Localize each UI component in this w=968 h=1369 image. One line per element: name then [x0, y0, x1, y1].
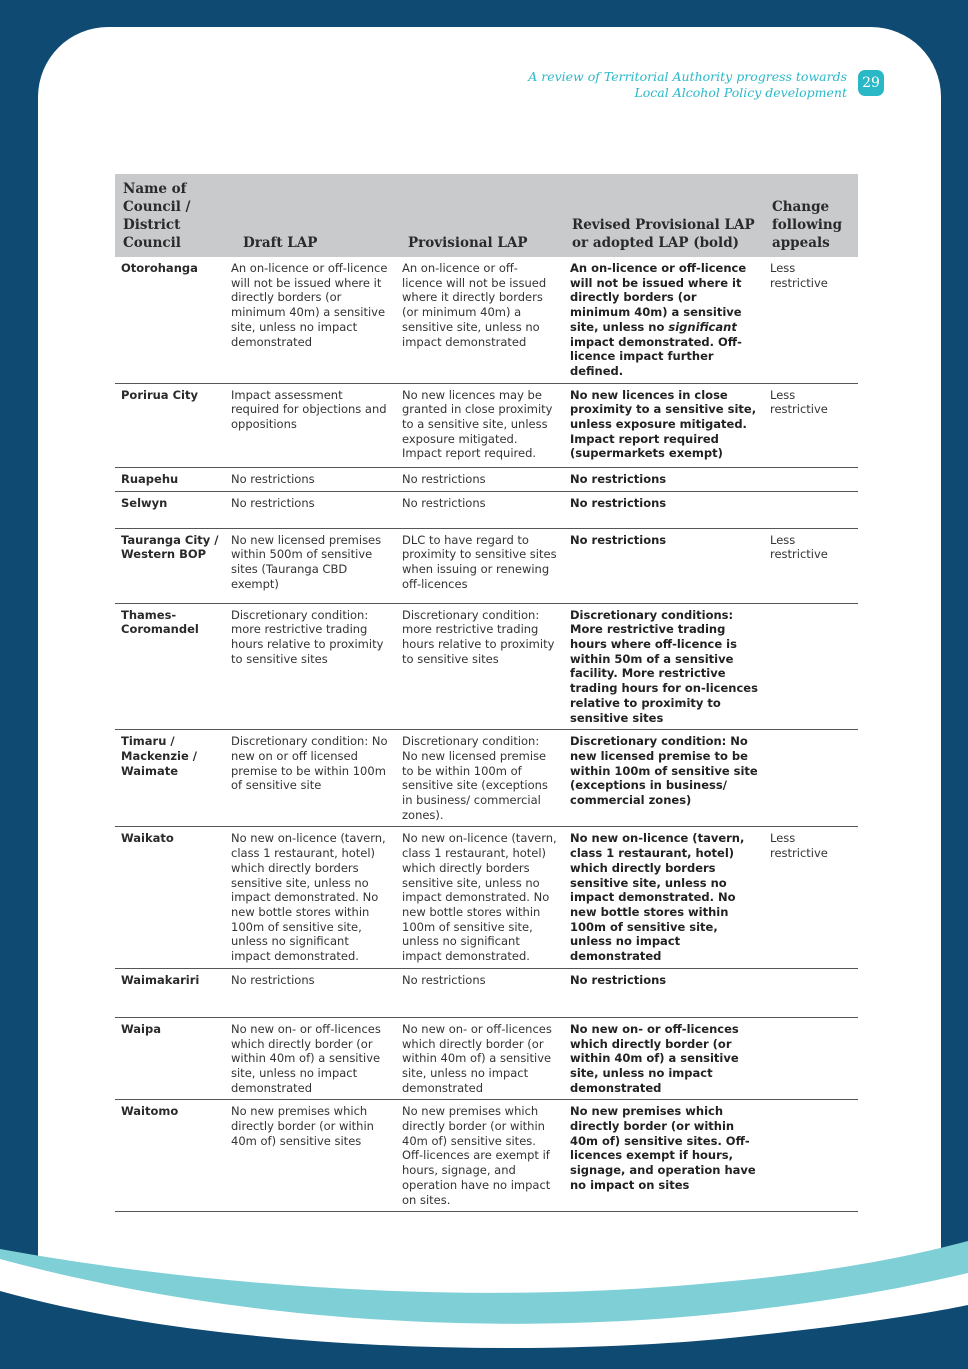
draft-lap-cell: Impact assessment required for objections and oppositions	[225, 383, 396, 467]
table-header-row	[115, 174, 858, 257]
column-header-revised: Revised Provisional LAP or adopted LAP (bold)	[564, 174, 764, 257]
council-name: Waipa	[115, 1017, 225, 1100]
change-cell	[764, 467, 858, 491]
revised-lap-cell: No new on-licence (tavern, class 1 restaurant, hotel) which directly borders sensitive site, unless no impact demonstrated. No new bottle stores within 100m of sensitive site, unless no impact demonstrated	[564, 827, 764, 968]
table-row	[115, 1017, 858, 1100]
table-row	[115, 603, 858, 730]
draft-lap-cell: No new on- or off-licences which directly border (or within 40m of) a sensitive site, unless no impact demonstrated	[225, 1017, 396, 1100]
revised-lap-cell: No new licences in close proximity to a sensitive site, unless exposure mitigated. Impact report required (supermarkets exempt)	[564, 383, 764, 467]
decorative-waves	[0, 1229, 968, 1369]
table-row	[115, 383, 858, 467]
change-cell: Less restrictive	[764, 528, 858, 603]
column-header-provisional: Provisional LAP	[396, 174, 564, 257]
table-row	[115, 827, 858, 968]
council-name: Waikato	[115, 827, 225, 968]
council-name: Otorohanga	[115, 257, 225, 383]
provisional-lap-cell: DLC to have regard to proximity to sensitive sites when issuing or renewing off-licences	[396, 528, 564, 603]
table-row	[115, 491, 858, 528]
draft-lap-cell: No restrictions	[225, 467, 396, 491]
revised-lap-cell: Discretionary conditions: More restrictive trading hours where off-licence is within 50m of a sensitive facility. More restrictive trading hours for on-licences relative to proximity to sensitive sites	[564, 603, 764, 730]
provisional-lap-cell: No restrictions	[396, 968, 564, 1017]
council-name: Thames-Coromandel	[115, 603, 225, 730]
table-row	[115, 467, 858, 491]
draft-lap-cell: No restrictions	[225, 968, 396, 1017]
revised-text-part: impact demonstrated. Off-licence impact further defined.	[570, 334, 742, 378]
table-row	[115, 730, 858, 827]
table-row	[115, 968, 858, 1017]
revised-lap-cell: Discretionary condition: No new licensed premise to be within 100m of sensitive site (exceptions in business/ commercial zones)	[564, 730, 764, 827]
provisional-lap-cell: No new on-licence (tavern, class 1 restaurant, hotel) which directly borders sensitive site, unless no impact demonstrated. No new bottle stores within 100m of sensitive site, unless no significant impact demonstrated.	[396, 827, 564, 968]
revised-lap-cell	[564, 257, 764, 383]
council-name: Porirua City	[115, 383, 225, 467]
change-cell	[764, 1100, 858, 1212]
change-cell	[764, 968, 858, 1017]
provisional-lap-cell: Discretionary condition: more restrictive trading hours relative to proximity to sensitive sites	[396, 603, 564, 730]
lap-comparison-table	[115, 174, 858, 1212]
header-line-2: Local Alcohol Policy development	[634, 84, 847, 100]
revised-lap-cell: No restrictions	[564, 968, 764, 1017]
draft-lap-cell: No new on-licence (tavern, class 1 restaurant, hotel) which directly borders sensitive site, unless no impact demonstrated. No new bottle stores within 100m of sensitive site, unless no significant impact demonstrated.	[225, 827, 396, 968]
page-number-badge: 29	[858, 70, 884, 96]
table-row	[115, 528, 858, 603]
change-cell	[764, 730, 858, 827]
council-name: Selwyn	[115, 491, 225, 528]
draft-lap-cell: Discretionary condition: No new on or off licensed premise to be within 100m of sensitive site	[225, 730, 396, 827]
provisional-lap-cell: No restrictions	[396, 467, 564, 491]
column-header-draft: Draft LAP	[225, 174, 396, 257]
column-header-council: Name of Council / District Council	[115, 174, 225, 257]
provisional-lap-cell: No new premises which directly border (or within 40m of) sensitive sites. Off-licences are exempt if hours, signage, and operation have no impact on sites.	[396, 1100, 564, 1212]
revised-lap-cell: No restrictions	[564, 491, 764, 528]
change-cell	[764, 1017, 858, 1100]
provisional-lap-cell: Discretionary condition: No new licensed premise to be within 100m of sensitive site (exceptions in business/ commercial zones).	[396, 730, 564, 827]
change-cell: Less restrictive	[764, 257, 858, 383]
change-cell: Less restrictive	[764, 827, 858, 968]
council-name: Timaru / Mackenzie / Waimate	[115, 730, 225, 827]
provisional-lap-cell: No new on- or off-licences which directly border (or within 40m of) a sensitive site, unless no impact demonstrated	[396, 1017, 564, 1100]
header-line-1: A review of Territorial Authority progress towards	[528, 69, 847, 84]
council-name: Waitomo	[115, 1100, 225, 1212]
table-row	[115, 1100, 858, 1212]
provisional-lap-cell: No restrictions	[396, 491, 564, 528]
draft-lap-cell: No new premises which directly border (or within 40m of) sensitive sites	[225, 1100, 396, 1212]
revised-lap-cell: No restrictions	[564, 528, 764, 603]
draft-lap-cell: Discretionary condition: more restrictive trading hours relative to proximity to sensitive sites	[225, 603, 396, 730]
revised-lap-cell: No new on- or off-licences which directly border (or within 40m of) a sensitive site, unless no impact demonstrated	[564, 1017, 764, 1100]
table-row	[115, 257, 858, 383]
change-cell	[764, 603, 858, 730]
running-header	[528, 69, 847, 100]
draft-lap-cell: No new licensed premises within 500m of sensitive sites (Tauranga CBD exempt)	[225, 528, 396, 603]
change-cell	[764, 491, 858, 528]
revised-text-part: An on-licence or off-licence will not be issued where it directly borders (or minimum 40m) a sensitive site, unless no	[570, 261, 747, 334]
revised-emphasis: significant	[668, 319, 737, 334]
revised-lap-cell: No restrictions	[564, 467, 764, 491]
revised-lap-cell: No new premises which directly border (or within 40m of) sensitive sites. Off-licences exempt if hours, signage, and operation have no impact on sites	[564, 1100, 764, 1212]
draft-lap-cell: An on-licence or off-licence will not be issued where it directly borders (or minimum 40m) a sensitive site, unless no impact demonstrated	[225, 257, 396, 383]
column-header-change: Change following appeals	[764, 174, 858, 257]
council-name: Waimakariri	[115, 968, 225, 1017]
change-cell: Less restrictive	[764, 383, 858, 467]
provisional-lap-cell: No new licences may be granted in close proximity to a sensitive site, unless exposure mitigated. Impact report required.	[396, 383, 564, 467]
provisional-lap-cell: An on-licence or off-licence will not be issued where it directly borders (or minimum 40m) a sensitive site, unless no impact demonstrated	[396, 257, 564, 383]
page	[38, 27, 941, 1369]
draft-lap-cell: No restrictions	[225, 491, 396, 528]
council-name: Tauranga City / Western BOP	[115, 528, 225, 603]
council-name: Ruapehu	[115, 467, 225, 491]
